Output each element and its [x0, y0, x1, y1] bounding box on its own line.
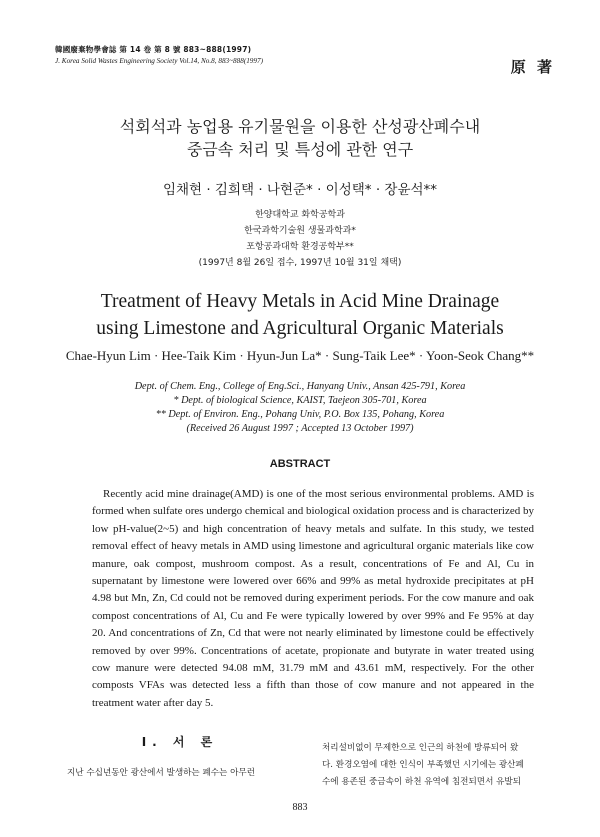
body-right-line-1: 처리설비없이 무제한으로 인근의 하천에 방류되어 왔: [322, 743, 519, 753]
korean-authors: 임채현 · 김희택 · 나현준* · 이성택* · 장윤석**: [162, 182, 438, 198]
body-right-line-3: 수에 용존된 중금속이 하천 유역에 침전되면서 유발되: [322, 777, 522, 787]
article-type-label: 原 著: [510, 58, 555, 76]
korean-affiliations: [0, 207, 600, 271]
body-right-column: [322, 740, 568, 791]
body-left-text: 지난 수십년동안 광산에서 발생하는 폐수는 아무런: [67, 768, 255, 778]
body-right-line-2: 다. 환경오염에 대한 인식이 부족했던 시기에는 광산폐: [322, 760, 524, 770]
english-title-line2: using Limestone and Agricultural Organic Materials: [96, 318, 504, 339]
korean-title: [0, 115, 600, 161]
korean-affiliation-2: 한국과학기술원 생물과학과*: [244, 226, 356, 236]
korean-title-line1: 석회석과 농업용 유기물원을 이용한 산성광산폐수내: [119, 117, 481, 136]
english-received-date: (Received 26 August 1997 ; Accepted 13 October 1997): [186, 423, 414, 434]
section-heading-introduction: I. 서 론: [141, 735, 219, 749]
english-affiliation-2: * Dept. of biological Science, KAIST, Taejeon 305-701, Korea: [173, 395, 427, 406]
body-left-column: [55, 733, 305, 778]
english-affiliation-1: Dept. of Chem. Eng., College of Eng.Sci., Hanyang Univ., Ansan 425-791, Korea: [134, 381, 466, 392]
journal-header-korean: 韓國廢棄物學會誌 第 14 卷 第 8 號 883~888(1997): [55, 45, 252, 54]
english-affiliation-3: ** Dept. of Environ. Eng., Pohang Univ, P.O. Box 135, Pohang, Korea: [155, 409, 445, 420]
korean-received-date: (1997년 8월 26일 접수, 1997년 10월 31일 채택): [198, 258, 402, 268]
journal-header: [55, 44, 263, 65]
page-number: 883: [292, 802, 308, 813]
english-affiliations: [0, 380, 600, 436]
korean-affiliation-1: 한양대학교 화학공학과: [255, 210, 345, 220]
abstract-text: Recently acid mine drainage(AMD) is one of the most serious environmental problems. AMD is formed when sulfate ores undergo chemical and biological oxidation process and is characterized by low pH-value(2~5) and high concentration of heavy metals and sulfate. In this study, we tested removal effect of heavy metals in AMD using limestone and agricultural organic materials like cow manure, oak compost, mushroom compost. As a result, concentrations of Fe and Al, Cu in supernatant by limestone were lowered over 66% and 99% as metal hydroxide precipitates at pH 4.98 but Mn, Zn, Cd could not be removed during experiment periods. For the cow manure and oak compost concentrations of Al, Cu and Fe were typically lowered by over 99% and Fe 95% at day 20. And concentrations of Zn, Cd that were not nearly eliminated by limestone could be effectively removed by over 99%. Concentrations of acetate, propionate and butyrate in water treated using cow manure were detected 94.08 mM, 31.79 mM and 43.61 mM, respectively. For the other composts VFAs was detected less a fifth than those of cow manure and not appeared in the treatment water after day 5.: [92, 488, 534, 709]
abstract-heading: ABSTRACT: [269, 458, 331, 470]
journal-header-english: J. Korea Solid Wastes Engineering Society Vol.14, No.8, 883~888(1997): [55, 57, 263, 65]
english-title-line1: Treatment of Heavy Metals in Acid Mine Drainage: [100, 291, 500, 312]
english-title: [0, 288, 600, 342]
english-authors: Chae-Hyun Lim · Hee-Taik Kim · Hyun-Jun La* · Sung-Taik Lee* · Yoon-Seok Chang**: [65, 348, 535, 363]
korean-affiliation-3: 포항공과대학 환경공학부**: [246, 242, 354, 252]
korean-title-line2: 중금속 처리 및 특성에 관한 연구: [186, 140, 414, 159]
